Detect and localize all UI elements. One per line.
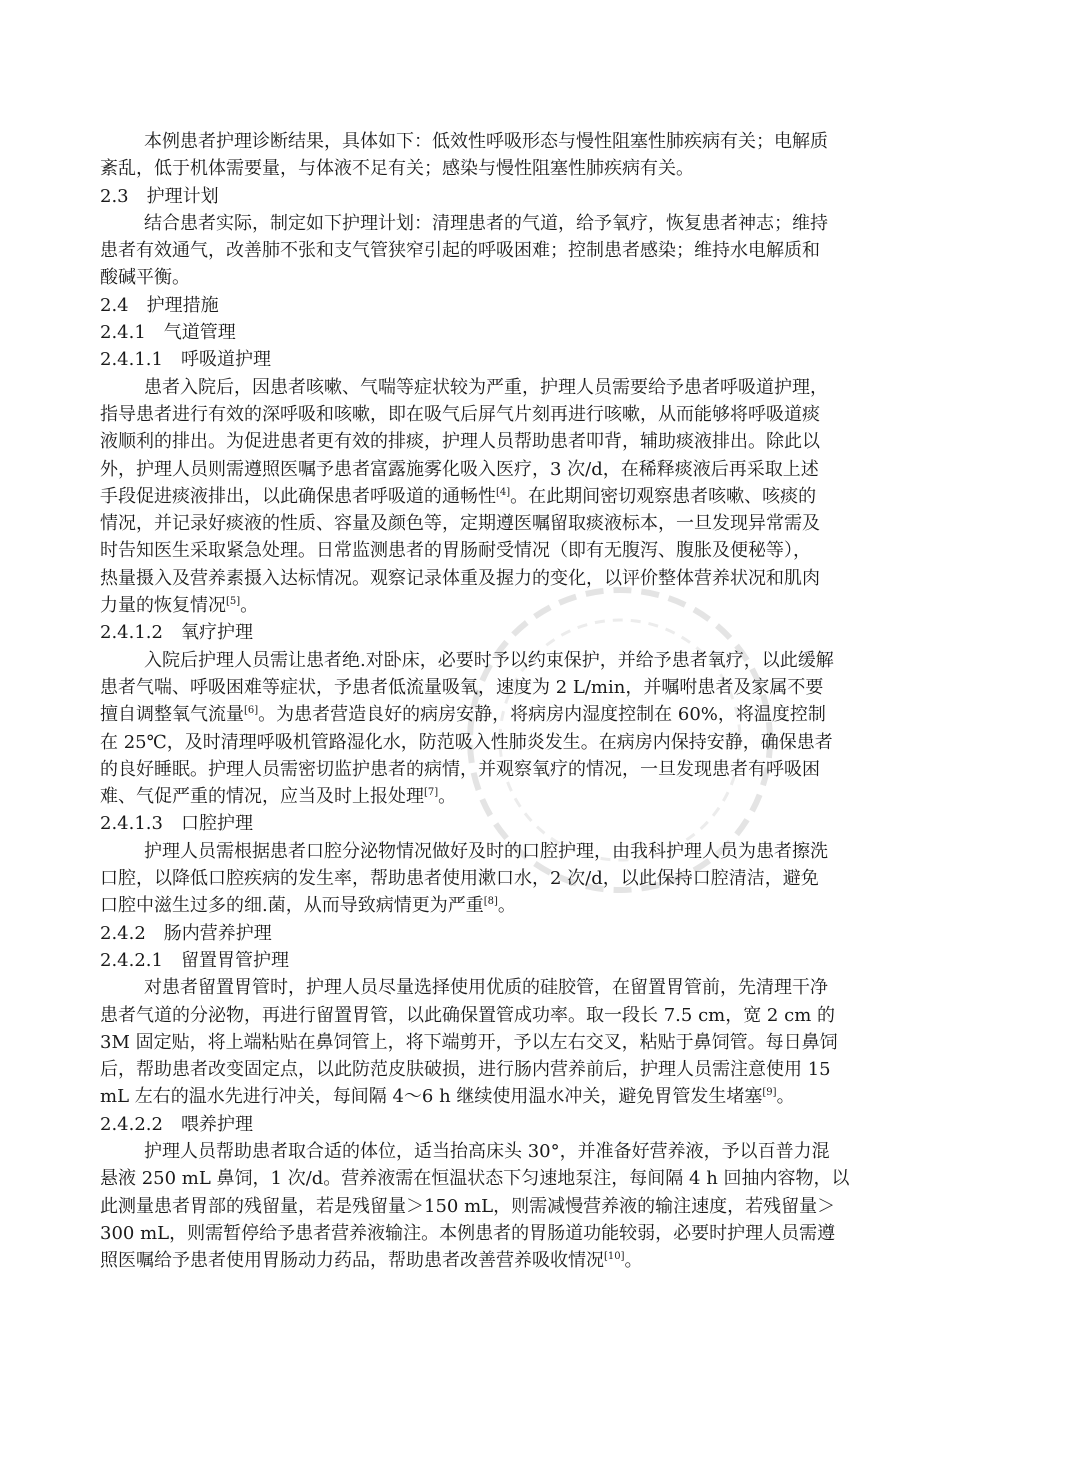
text-line	[100, 619, 986, 646]
line-text: 指导患者进行有效的深呼吸和咳嗽，即在吸气后屏气片刻再进行咳嗽，从而能够将呼吸道痰	[100, 403, 820, 425]
text-line	[100, 401, 986, 428]
line-text: 口腔，以降低口腔疾病的发生率，帮助患者使用漱口水，2 次/d，以此保持口腔清洁，避免	[100, 868, 819, 890]
text-line	[100, 1111, 986, 1138]
text-line	[100, 810, 986, 837]
line-text: 对患者留置胃管时，护理人员尽量选择使用优质的硅胶管，在留置胃管前，先清理干净	[144, 977, 828, 999]
citation-ref: [7]	[424, 787, 439, 799]
line-text: 手段促进痰液排出，以此确保患者呼吸道的通畅性	[100, 485, 496, 507]
text-line	[100, 1138, 986, 1165]
text-line	[100, 483, 986, 510]
text-line	[100, 783, 986, 810]
citation-ref: [4]	[496, 486, 511, 498]
line-text: 紊乱，低于机体需要量，与体液不足有关；感染与慢性阻塞性肺疾病有关。	[100, 158, 694, 180]
text-line	[100, 1193, 986, 1220]
line-text: 液顺利的排出。为促进患者更有效的排痰，护理人员帮助患者叩背，辅助痰液排出。除此以	[100, 431, 820, 453]
text-line	[100, 756, 986, 783]
text-line	[100, 701, 986, 728]
citation-ref: [6]	[244, 705, 259, 717]
citation-ref: [5]	[226, 596, 241, 608]
line-text: 患者入院后，因患者咳嗽、气喘等症状较为严重，护理人员需要给予患者呼吸道护理，	[144, 376, 828, 398]
line-text-after: 。为患者营造良好的病房安静，将病房内湿度控制在 60%，将温度控制	[258, 704, 826, 726]
line-text: mL 左右的温水先进行冲关，每间隔 4～6 h 继续使用温水冲关，避免胃管发生堵塞	[100, 1086, 763, 1108]
line-text: 2.4.2.1 留置胃管护理	[100, 949, 289, 971]
document-body	[100, 128, 986, 1274]
line-text: 酸碱平衡。	[100, 267, 190, 289]
line-text-after: 。	[240, 595, 259, 617]
text-line	[100, 1220, 986, 1247]
line-text: 时告知医生采取紧急处理。日常监测患者的胃肠耐受情况（即有无腹泻、腹胀及便秘等），	[100, 540, 811, 562]
line-text: 2.4.1 气道管理	[100, 322, 236, 344]
text-line	[100, 920, 986, 947]
text-line	[100, 1056, 986, 1083]
line-text: 结合患者实际，制定如下护理计划：清理患者的气道，给予氧疗，恢复患者神志；维持	[144, 212, 828, 234]
text-line	[100, 1165, 986, 1192]
text-line	[100, 374, 986, 401]
line-text-after: 。	[624, 1250, 643, 1272]
text-line	[100, 128, 986, 155]
text-line	[100, 537, 986, 564]
line-text: 难、气促严重的情况，应当及时上报处理	[100, 786, 424, 808]
citation-ref: [9]	[762, 1087, 777, 1099]
line-text: 悬液 250 mL 鼻饲，1 次/d。营养液需在恒温状态下匀速地泵注，每间隔 4 h 回抽内容物，以	[100, 1168, 850, 1190]
line-text-after: 。在此期间密切观察患者咳嗽、咳痰的	[510, 485, 817, 507]
text-line	[100, 647, 986, 674]
line-text: 2.4.2.2 喂养护理	[100, 1113, 253, 1135]
text-line	[100, 237, 986, 264]
text-line	[100, 1002, 986, 1029]
text-line	[100, 947, 986, 974]
text-line	[100, 319, 986, 346]
line-text: 患者气喘、呼吸困难等症状，予患者低流量吸氧，速度为 2 L/min，并嘱咐患者及家属不要	[100, 676, 824, 698]
text-line	[100, 592, 986, 619]
line-text-after: 。	[776, 1086, 795, 1108]
line-text: 本例患者护理诊断结果，具体如下：低效性呼吸形态与慢性阻塞性肺疾病有关；电解质	[144, 131, 828, 152]
text-line	[100, 1029, 986, 1056]
text-line	[100, 674, 986, 701]
line-text: 2.4 护理措施	[100, 294, 219, 316]
line-text: 热量摄入及营养素摄入达标情况。观察记录体重及握力的变化，以评价整体营养状况和肌肉	[100, 567, 820, 589]
line-text: 患者有效通气，改善肺不张和支气管狭窄引起的呼吸困难；控制患者感染；维持水电解质和	[100, 240, 820, 262]
text-line	[100, 346, 986, 373]
line-text: 口腔中滋生过多的细.菌，从而导致病情更为严重	[100, 895, 484, 917]
line-text: 力量的恢复情况	[100, 595, 226, 617]
text-line	[100, 865, 986, 892]
line-text: 2.3 护理计划	[100, 185, 219, 207]
line-text: 2.4.2 肠内营养护理	[100, 922, 272, 944]
text-line	[100, 974, 986, 1001]
text-line	[100, 892, 986, 919]
line-text: 300 mL，则需暂停给予患者营养液输注。本例患者的胃肠道功能较弱，必要时护理人员需遵	[100, 1222, 836, 1244]
text-line	[100, 838, 986, 865]
line-text: 外，护理人员则需遵照医嘱予患者富露施雾化吸入医疗，3 次/d，在稀释痰液后再采取上述	[100, 458, 819, 480]
text-line	[100, 565, 986, 592]
line-text: 擅自调整氧气流量	[100, 704, 244, 726]
text-line	[100, 292, 986, 319]
line-text: 照医嘱给予患者使用胃肠动力药品，帮助患者改善营养吸收情况	[100, 1250, 604, 1272]
text-line	[100, 510, 986, 537]
text-line	[100, 729, 986, 756]
line-text-after: 。	[497, 895, 516, 917]
line-text: 此测量患者胃部的残留量，若是残留量＞150 mL，则需减慢营养液的输注速度，若残留量＞	[100, 1195, 836, 1217]
line-text: 2.4.1.1 呼吸道护理	[100, 349, 271, 371]
text-line	[100, 1083, 986, 1110]
citation-ref: [8]	[483, 896, 498, 908]
text-line	[100, 183, 986, 210]
line-text-after: 。	[438, 786, 457, 808]
line-text: 2.4.1.2 氧疗护理	[100, 622, 253, 644]
line-text: 后，帮助患者改变固定点，以此防范皮肤破损，进行肠内营养前后，护理人员需注意使用 15	[100, 1059, 831, 1081]
line-text: 在 25℃，及时清理呼吸机管路湿化水，防范吸入性肺炎发生。在病房内保持安静，确保患者	[100, 731, 833, 753]
citation-ref: [10]	[604, 1251, 625, 1263]
text-line	[100, 155, 986, 182]
text-line	[100, 264, 986, 291]
text-line	[100, 428, 986, 455]
line-text: 护理人员需根据患者口腔分泌物情况做好及时的口腔护理，由我科护理人员为患者擦洗	[144, 840, 828, 862]
line-text: 的良好睡眠。护理人员需密切监护患者的病情，并观察氧疗的情况，一旦发现患者有呼吸困	[100, 758, 820, 780]
line-text: 2.4.1.3 口腔护理	[100, 813, 253, 835]
line-text: 情况，并记录好痰液的性质、容量及颜色等，定期遵医嘱留取痰液标本，一旦发现异常需及	[100, 513, 820, 535]
line-text: 入院后护理人员需让患者绝.对卧床，必要时予以约束保护，并给予患者氧疗，以此缓解	[144, 649, 834, 671]
line-text: 护理人员帮助患者取合适的体位，适当抬高床头 30°，并准备好营养液，予以百普力混	[144, 1140, 830, 1162]
text-line	[100, 210, 986, 237]
text-line	[100, 1247, 986, 1274]
text-line	[100, 456, 986, 483]
line-text: 患者气道的分泌物，再进行留置胃管，以此确保置管成功率。取一段长 7.5 cm，宽 2 cm 的	[100, 1004, 835, 1026]
line-text: 3M 固定贴，将上端粘贴在鼻饲管上，将下端剪开，予以左右交叉，粘贴于鼻饲管。每日鼻饲	[100, 1031, 838, 1053]
